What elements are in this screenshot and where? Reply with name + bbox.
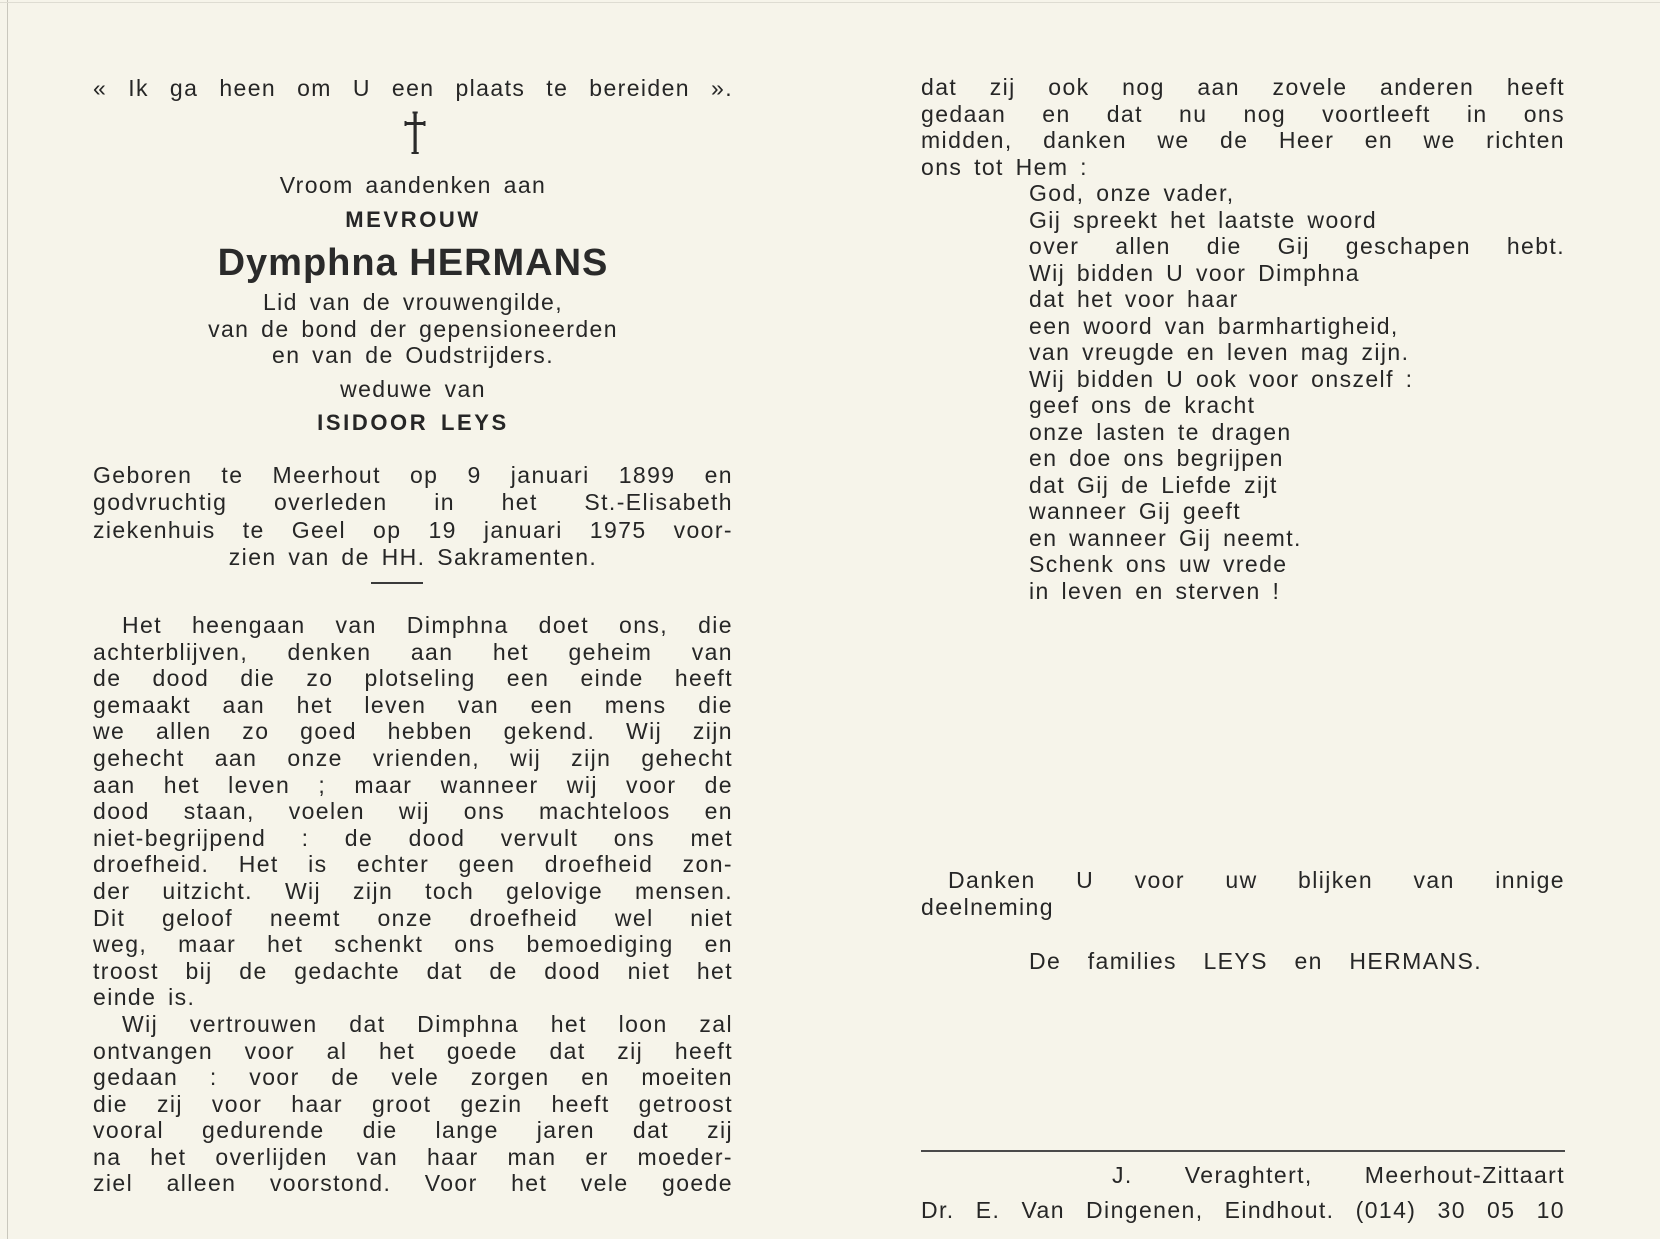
printer-divider [921,1150,1565,1152]
printer-credit-line: Dr. E. Van Dingenen, Eindhout. (014) 30 05 10 [921,1197,1565,1223]
printer-credit [921,1197,1565,1224]
printer-credit-line: J. Veraghtert, Meerhout-Zittaart [1112,1162,1565,1188]
eulogy-line: ontvangen voor al het goede dat zij heeft [93,1037,733,1064]
eulogy-line: einde is. [93,984,196,1011]
eulogy-line: dat zij ook nog aan zovele anderen heeft [921,74,1565,100]
intro-text: Vroom aandenken aan [279,172,547,198]
eulogy-line: der uitzicht. Wij zijn toch gelovige mensen. [93,877,733,904]
eulogy-line: midden, danken we de Heer en we richten [921,127,1565,153]
spouse-name-text: ISIDOOR LEYS [317,410,509,435]
eulogy-line: niet-begrijpend : de dood vervult ons met [93,824,733,851]
prayer-line: onze lasten te dragen [1029,418,1292,445]
prayer-line: van vreugde en leven mag zijn. [1029,339,1410,365]
birth-death-line: ziekenhuis te Geel op 19 januari 1975 voor- [93,516,733,543]
prayer-line: Gij spreekt het laatste woord [1029,206,1378,233]
prayer-line: Wij bidden U voor Dimphna [1029,259,1360,286]
thanks-line: deelneming [921,894,1054,920]
eulogy-line: gedaan : voor de vele zorgen en moeiten [93,1064,733,1091]
thanks-line: Danken U voor uw blijken van innige [948,867,1565,893]
scan-edge-left [7,0,8,1239]
prayer-line: dat Gij de Liefde zijt [1029,471,1278,498]
epigraph-text: « Ik ga heen om U een plaats te bereiden ». [93,75,733,101]
prayer-line: God, onze vader, [1029,180,1235,206]
affiliation-line: en van de Oudstrijders. [272,342,554,368]
prayer-line: over allen die Gij geschapen hebt. [1029,233,1565,259]
eulogy-continuation [921,74,1565,604]
widow-of-label [93,376,733,403]
eulogy-line: Dit geloof neemt onze droefheid wel niet [93,904,733,931]
prayer-line: wanneer Gij geeft [1029,498,1242,524]
prayer-line: Wij bidden U ook voor onszelf : [1029,365,1414,392]
eulogy-line: weg, maar het schenkt ons bemoediging en [93,931,733,958]
divider [371,582,423,584]
prayer-line: Schenk ons uw vrede [1029,551,1288,577]
eulogy-line: gemaakt aan het leven van een mens die [93,691,733,718]
birth-death-paragraph [93,462,733,571]
eulogy-line: na het overlijden van haar man er moeder- [93,1143,733,1170]
intro [93,172,733,199]
family-signature-text: De families LEYS en HERMANS. [1029,948,1482,974]
eulogy-line: vooral gedurende die lange jaren dat zij [93,1117,733,1144]
spouse-name [93,410,733,437]
eulogy-line: droefheid. Het is echter geen droefheid zon- [93,851,733,878]
eulogy-line: dood staan, voelen wij ons machteloos en [93,798,733,825]
birth-death-line: godvruchtig overleden in het St.-Elisabeth [93,489,733,516]
eulogy-line: troost bij de gedachte dat de dood niet het [93,957,733,984]
title-prefix-text: MEVROUW [345,207,481,232]
prayer-line: een woord van barmhartigheid, [1029,312,1399,339]
eulogy-line: achterblijven, denken aan het geheim van [93,638,733,665]
eulogy-line: die zij voor haar groot gezin heeft getroost [93,1090,733,1117]
affiliation-line: Lid van de vrouwengilde, [262,289,564,315]
deceased-name [93,241,733,285]
eulogy-line: de dood die zo plotseling een einde heeft [93,665,733,692]
family-signature [921,948,1565,975]
eulogy-line: ziel alleen voorstond. Voor het vele goede [93,1170,733,1197]
widow-of-text: weduwe van [340,376,486,402]
prayer-line: dat het voor haar [1029,286,1239,312]
cross-icon [402,111,428,155]
affiliations [93,289,733,369]
prayer-line: geef ons de kracht [1029,392,1256,418]
scan-edge-top [0,2,1660,3]
prayer-line: in leven en sterven ! [1029,577,1281,604]
prayer-line: en wanneer Gij neemt. [1029,524,1302,551]
deceased-name-text: Dymphna HERMANS [217,242,609,284]
eulogy-line: we allen zo goed hebben gekend. Wij zijn [93,718,733,745]
epigraph [93,75,733,102]
thanks-paragraph [921,867,1565,921]
affiliation-line: van de bond der gepensioneerden [208,315,618,342]
eulogy-line: gehecht aan onze vrienden, wij zijn gehecht [93,744,733,771]
eulogy-line: Wij vertrouwen dat Dimphna het loon zal [122,1010,733,1037]
printer-credit [921,1162,1565,1189]
title-prefix [93,207,733,234]
eulogy-line: ons tot Hem : [921,153,1088,180]
eulogy-paragraph [93,612,733,1197]
eulogy-line: Het heengaan van Dimphna doet ons, die [122,612,733,638]
eulogy-line: gedaan en dat nu nog voortleeft in ons [921,100,1565,127]
birth-death-line: zien van de HH. Sakramenten. [228,543,598,570]
eulogy-line: aan het leven ; maar wanneer wij voor de [93,771,733,798]
birth-death-line: Geboren te Meerhout op 9 januari 1899 en [93,462,733,488]
prayer-line: en doe ons begrijpen [1029,445,1284,471]
